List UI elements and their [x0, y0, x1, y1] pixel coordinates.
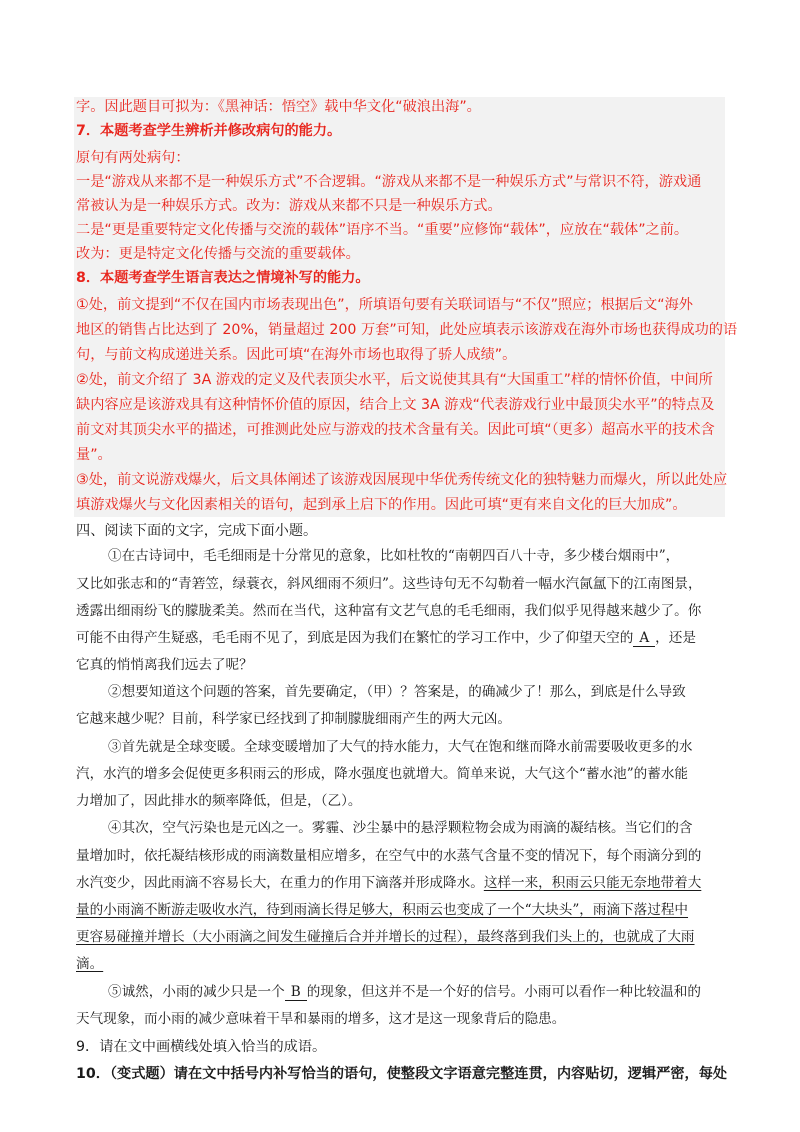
q7-answer-title: 7．本题考查学生辨析并修改病句的能力。 [76, 123, 342, 139]
passage-line [76, 628, 696, 648]
answer-line: ③处，前文说游戏爆火，后文具体阐述了该游戏因展现中华优秀传统文化的独特魅力而爆火，所以此处应 [76, 472, 728, 488]
passage-line: 力增加了，因此排水的频率降低，但是，（乙）。 [76, 793, 362, 809]
passage-line: 量增加时，依托凝结核形成的雨滴数量相应增多，在空气中的水蒸气含量不变的情况下，每个雨滴分到的 [76, 848, 702, 864]
answer-line: 句，与前文构成递进关系。因此可填“在海外市场也取得了骄人成绩”。 [76, 347, 517, 363]
question-9: 9．请在文中画横线处填入恰当的成语。 [76, 1039, 327, 1055]
underlined-sentence: 滴。 [76, 956, 104, 972]
answer-line: 原句有两处病句： [76, 150, 190, 166]
passage-text: ⑤诚然，小雨的减少只是一个 [108, 984, 285, 1000]
answer-line: 二是“更是重要特定文化传播与交流的载体”语序不当。“重要”应修饰“载体”，应放在“载体”之前。 [76, 222, 689, 238]
passage-line: ④其次，空气污染也是元凶之一。雾霾、沙尘暴中的悬浮颗粒物会成为雨滴的凝结核。当它们的含 [108, 820, 693, 836]
passage-line: 它真的悄悄离我们远去了呢？ [76, 657, 253, 673]
answer-line: ①处，前文提到“不仅在国内市场表现出色”，所填语句要有关联词语与“不仅”照应；根据后文“海外 [76, 297, 693, 313]
passage-text: 的现象，但这并不是一个好的信号。小雨可以看作一种比较温和的 [306, 984, 701, 1000]
answer-line: 缺内容应是该游戏具有这种情怀价值的原因，结合上文 3A 游戏“代表游戏行业中最顶尖水平”的特点及 [76, 397, 715, 413]
blank-b: B [285, 984, 307, 1001]
passage-line: 透露出细雨纷飞的朦胧柔美。然而在当代，这种富有文艺气息的毛毛细雨，我们似乎见得越来越少了。你 [76, 603, 702, 619]
section-heading: 四、阅读下面的文字，完成下面小题。 [76, 523, 318, 539]
blank-a: A [633, 630, 655, 647]
passage-text: 水汽变少，因此雨滴不容易长大，在重力的作用下滴落并形成降水。 [76, 875, 484, 891]
question-10: 10．（变式题）请在文中括号内补写恰当的语句，使整段文字语意完整连贯，内容贴切，逻辑严密，每处 [76, 1066, 728, 1082]
passage-line: 又比如张志和的“青箬笠，绿蓑衣，斜风细雨不须归”。这些诗句无不勾勒着一幅水汽氤氲下的江南图景， [76, 576, 702, 592]
underlined-sentence: 这样一来，积雨云只能无奈地带着大 [483, 875, 702, 891]
answer-line: 常被认为是一种娱乐方式。改为：游戏从来都不只是一种娱乐方式。 [76, 198, 502, 214]
passage-line: ②想要知道这个问题的答案，首先要确定，（甲）？答案是，的确减少了！那么，到底是什么导致 [108, 684, 686, 700]
passage-line: 汽，水汽的增多会促使更多积雨云的形成，降水强度也就增大。简单来说，大气这个“蓄水池”的蓄水能 [76, 766, 689, 782]
passage-text: 可能不由得产生疑惑，毛毛雨不见了，到底是因为我们在繁忙的学习工作中，少了仰望天空的 [76, 630, 634, 646]
passage-line [76, 873, 701, 893]
answer-line: 填游戏爆火与文化因素相关的语句，起到承上启下的作用。因此可填“更有来自文化的巨大加成”。 [76, 497, 687, 513]
passage-line: 天气现象，而小雨的减少意味着干旱和暴雨的增多，这才是这一现象背后的隐患。 [76, 1011, 566, 1027]
underlined-sentence: 量的小雨滴不断游走吸收水汽，待到雨滴长得足够大，积雨云也变成了一个“大块头”，雨滴下落过程中 [76, 902, 689, 918]
q8-answer-title: 8．本题考查学生语言表达之情境补写的能力。 [76, 270, 370, 286]
passage-text: ，还是 [655, 630, 696, 646]
passage-line: ③首先就是全球变暖。全球变暖增加了大气的持水能力，大气在饱和继而降水前需要吸收更多的水 [108, 739, 693, 755]
answer-line: 一是“游戏从来都不是一种娱乐方式”不合逻辑。“游戏从来都不是一种娱乐方式”与常识不符，游戏通 [76, 174, 702, 190]
passage-line: ①在古诗词中，毛毛细雨是十分常见的意象，比如杜牧的“南朝四百八十寺，多少楼台烟雨中”， [108, 548, 680, 564]
answer-line: 字。因此题目可拟为：《黑神话：悟空》载中华文化“破浪出海”。 [76, 99, 481, 115]
answer-line: 量”。 [76, 447, 112, 463]
answer-line: ②处，前文介绍了 3A 游戏的定义及代表顶尖水平，后文说使其具有“大国重工”样的情怀价值，中间所 [76, 372, 713, 388]
answer-line: 地区的销售占比达到了 20%，销量超过 200 万套”可知，此处应填表示该游戏在海外市场也获得成功的语 [76, 322, 738, 338]
passage-line [108, 982, 701, 1002]
passage-line: 它越来越少呢？目前，科学家已经找到了抑制朦胧细雨产生的两大元凶。 [76, 711, 511, 727]
answer-line: 前文对其顶尖水平的描述，可推测此处应与游戏的技术含量有关。因此可填“（更多）超高水平的技术含 [76, 422, 715, 438]
answer-line: 改为：更是特定文化传播与交流的重要载体。 [76, 246, 360, 262]
underlined-sentence: 更容易碰撞并增长（大小雨滴之间发生碰撞后合并并增长的过程），最终落到我们头上的，也就成了大雨 [76, 929, 695, 945]
